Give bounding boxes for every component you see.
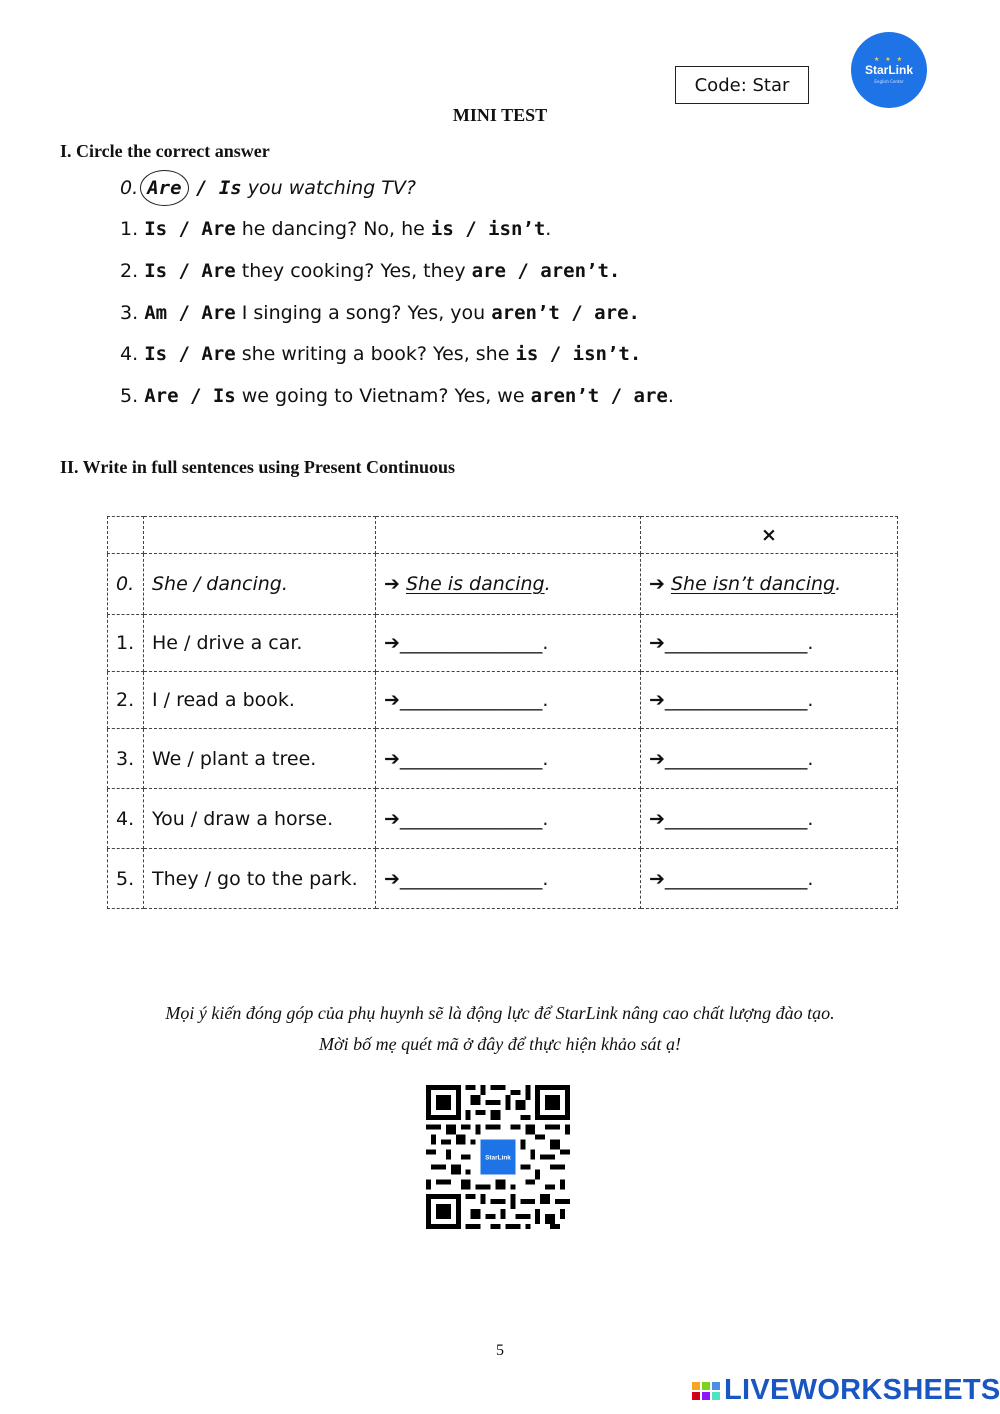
starlink-logo <box>851 32 927 108</box>
positive-answer-field[interactable]: ➔_______________. <box>376 789 641 849</box>
question-number: 2. <box>120 260 139 282</box>
section-2-heading: II. Write in full sentences using Present Continuous <box>60 457 456 477</box>
question-number: 4. <box>120 343 139 365</box>
header-negative-cross: × <box>641 517 898 554</box>
question-number: 3. <box>120 302 139 324</box>
table-row <box>108 672 898 729</box>
logo-brand: StarLink <box>864 63 913 77</box>
negative-answer-field[interactable]: ➔_______________. <box>641 672 898 729</box>
example-negative-answer: She isn’t dancing <box>670 573 836 595</box>
code-label: Code: Star <box>675 66 809 104</box>
arrow-icon: ➔ <box>649 573 665 595</box>
positive-answer-field[interactable]: ➔_______________. <box>376 615 641 672</box>
negative-answer-field[interactable]: ➔_______________. <box>641 849 898 909</box>
header-cell <box>144 517 376 554</box>
page-number: 5 <box>496 1342 504 1359</box>
row-number: 2. <box>108 672 144 729</box>
example-positive: ➔ She is dancing. <box>376 554 641 615</box>
row-number: 0. <box>108 554 144 615</box>
circled-answer[interactable]: Are <box>140 170 188 206</box>
liveworksheets-watermark <box>692 1374 1000 1407</box>
table-header-row <box>108 517 898 554</box>
table-row <box>108 615 898 672</box>
question-end: . <box>545 218 552 240</box>
row-prompt: They / go to the park. <box>144 849 376 909</box>
arrow-icon: ➔ <box>384 867 400 890</box>
positive-answer-field[interactable]: ➔_______________. <box>376 849 641 909</box>
choice-pair-2[interactable]: is / isn’t <box>430 218 546 240</box>
question-4 <box>120 343 641 365</box>
answer-blank[interactable]: _______________ <box>664 807 808 830</box>
question-text: she writing a book? Yes, she <box>235 343 516 365</box>
question-1 <box>120 218 551 240</box>
answer-blank[interactable]: _______________ <box>399 632 543 654</box>
example-question <box>120 176 416 200</box>
arrow-icon: ➔ <box>649 747 665 770</box>
row-number: 3. <box>108 729 144 789</box>
page-title: MINI TEST <box>452 105 548 125</box>
negative-answer-field[interactable]: ➔_______________. <box>641 729 898 789</box>
survey-qr-code[interactable] <box>426 1085 570 1229</box>
answer-blank[interactable]: _______________ <box>399 689 543 711</box>
choice-pair-1[interactable]: Am / Are <box>144 302 236 324</box>
arrow-icon: ➔ <box>649 632 665 654</box>
positive-answer-field[interactable]: ➔_______________. <box>376 729 641 789</box>
table-row <box>108 729 898 789</box>
question-text: we going to Vietnam? Yes, we <box>235 385 531 407</box>
table-row <box>108 789 898 849</box>
example-negative: ➔ She isn’t dancing. <box>641 554 898 615</box>
question-number: 0. <box>120 177 139 199</box>
question-2 <box>120 260 620 282</box>
question-text: I singing a song? Yes, you <box>235 302 492 324</box>
arrow-icon: ➔ <box>384 747 400 770</box>
question-number: 1. <box>120 218 139 240</box>
answer-blank[interactable]: _______________ <box>399 867 543 890</box>
row-prompt: I / read a book. <box>144 672 376 729</box>
feedback-note-line-2: Mời bố mẹ quét mã ở đây để thực hiện khảo sát ạ! <box>319 1034 681 1054</box>
arrow-icon: ➔ <box>649 689 665 711</box>
row-number: 4. <box>108 789 144 849</box>
answer-blank[interactable]: _______________ <box>399 807 543 830</box>
question-5 <box>120 385 674 407</box>
choice-separator: / <box>184 177 219 199</box>
choice-pair-2[interactable]: aren’t / are. <box>491 302 640 324</box>
answer-blank[interactable]: _______________ <box>664 689 808 711</box>
logo-stars: ★ ★ ★ <box>874 56 904 63</box>
choice-option[interactable]: Is <box>218 177 242 199</box>
sentence-table <box>107 516 898 909</box>
question-end: . <box>667 385 674 407</box>
qr-center-logo-label: StarLink <box>485 1154 511 1162</box>
row-prompt: She / dancing. <box>144 554 376 615</box>
header-cell <box>376 517 641 554</box>
positive-answer-field[interactable]: ➔_______________. <box>376 672 641 729</box>
row-prompt: He / drive a car. <box>144 615 376 672</box>
section-1-heading: I. Circle the correct answer <box>60 141 270 161</box>
question-number: 5. <box>120 385 139 407</box>
choice-pair-2[interactable]: is / isn’t. <box>515 343 642 365</box>
negative-answer-field[interactable]: ➔_______________. <box>641 615 898 672</box>
arrow-icon: ➔ <box>384 689 400 711</box>
row-number: 5. <box>108 849 144 909</box>
choice-pair-2[interactable]: are / aren’t. <box>471 260 621 282</box>
answer-blank[interactable]: _______________ <box>664 867 808 890</box>
question-text: they cooking? Yes, they <box>235 260 472 282</box>
logo-tagline: English Center <box>874 79 904 84</box>
header-cell <box>108 517 144 554</box>
feedback-note-line-1: Mọi ý kiến đóng góp của phụ huynh sẽ là động lực để StarLink nâng cao chất lượng đào tạo. <box>165 1003 835 1023</box>
choice-pair-1[interactable]: Are / Is <box>144 385 236 407</box>
arrow-icon: ➔ <box>384 807 400 830</box>
arrow-icon: ➔ <box>384 632 400 654</box>
choice-pair-1[interactable]: Is / Are <box>144 218 236 240</box>
liveworksheets-text: LIVEWORKSHEETS <box>724 1374 1000 1406</box>
choice-pair-2[interactable]: aren’t / are <box>530 385 668 407</box>
question-text: you watching TV? <box>241 177 416 199</box>
arrow-icon: ➔ <box>649 807 665 830</box>
liveworksheets-logo-icon <box>692 1382 720 1400</box>
answer-blank[interactable]: _______________ <box>399 747 543 770</box>
row-number: 1. <box>108 615 144 672</box>
example-positive-answer: She is dancing <box>405 573 545 595</box>
row-prompt: We / plant a tree. <box>144 729 376 789</box>
choice-pair-1[interactable]: Is / Are <box>144 260 236 282</box>
table-row <box>108 849 898 909</box>
choice-pair-1[interactable]: Is / Are <box>144 343 236 365</box>
question-text: he dancing? No, he <box>235 218 431 240</box>
row-prompt: You / draw a horse. <box>144 789 376 849</box>
table-row-example <box>108 554 898 615</box>
answer-blank[interactable]: _______________ <box>664 747 808 770</box>
arrow-icon: ➔ <box>649 867 665 890</box>
arrow-icon: ➔ <box>384 573 400 595</box>
answer-blank[interactable]: _______________ <box>664 632 808 654</box>
negative-answer-field[interactable]: ➔_______________. <box>641 789 898 849</box>
question-3 <box>120 302 640 324</box>
